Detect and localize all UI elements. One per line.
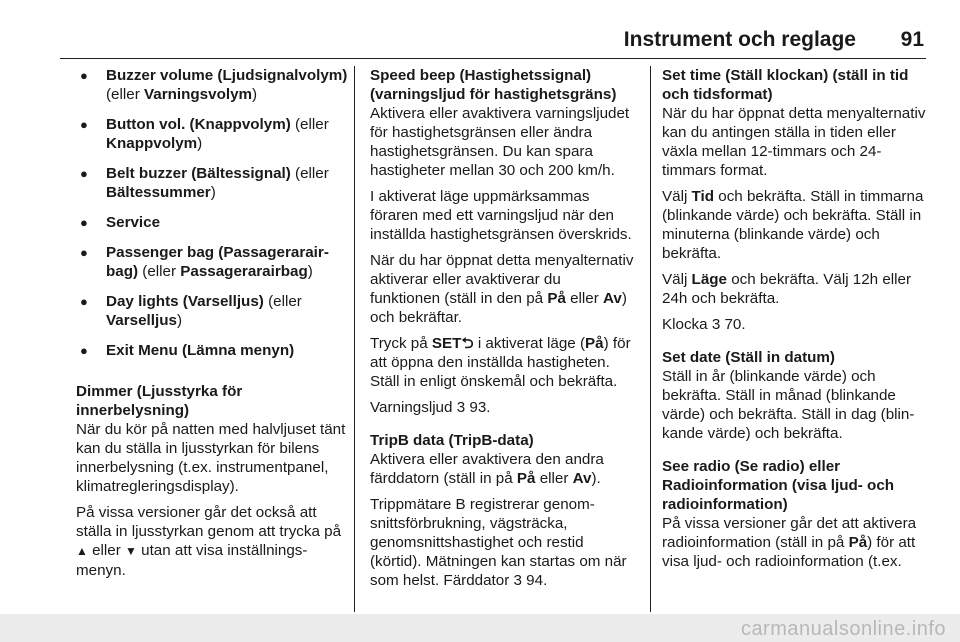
footer-bar xyxy=(0,614,960,642)
speed-beep-paragraph-4: Tryck på SET⮌ i aktiverat läge (På) för att öppna den inställda hastigheten. Ställ in enligt önskemål och bekräfta. xyxy=(370,335,631,390)
dimmer-paragraph-2: På vissa versioner går det också att ställa in ljusstyrkan genom att trycka på ▲ eller ▼ utan att visa inställningsmenyn. xyxy=(76,504,342,579)
page-ref-icon: 3 xyxy=(513,572,522,589)
tripb-paragraph: Aktivera eller avaktivera den andra färddatorn (ställ in på På eller Av). xyxy=(370,451,604,487)
list-item: ● Exit Menu (Lämna menyn) xyxy=(76,341,350,360)
list-item: ● Buzzer volume (Ljudsignalvolym) (eller Varningsvolym) xyxy=(76,66,350,104)
list-item: ● Service xyxy=(76,213,350,232)
column-2 xyxy=(370,66,634,597)
set-date-heading: Set date (Ställ in datum) xyxy=(662,349,835,366)
set-time-reference: Klocka 3 70. xyxy=(662,316,746,333)
down-arrow-icon: ▼ xyxy=(125,544,137,558)
speed-beep-paragraph: Aktivera eller avaktivera varningsljudet för hastighetsgränsen eller ändra hastighetsgränsen. Du kan spara hastigheter mellan 30 och 200 km/h. xyxy=(370,105,630,179)
list-item: ● Button vol. (Knappvolym) (eller Knappvolym) xyxy=(76,115,350,153)
list-item: ● Day lights (Varselljus) (eller Varselljus) xyxy=(76,292,350,330)
tripb-heading: TripB data (TripB-data) xyxy=(370,432,534,449)
set-time-paragraph-2: Välj Tid och bekräfta. Ställ in timmarna (blinkande värde) och bekräfta. Ställ in minuterna (blinkande värde) och bekräfta. xyxy=(662,188,924,262)
see-radio-paragraph: På vissa versioner går det att aktivera radioinformation (ställ in på På) för att visa ljud- och radioinformation (t.ex. xyxy=(662,515,917,570)
column-divider xyxy=(650,66,651,612)
list-item: ● Passenger bag (Passagerarairbag) (eller Passagerarairbag) xyxy=(76,243,350,281)
speed-beep-paragraph-3: När du har öppnat detta menyalternativ aktiverar eller avaktiverar du funktionen (ställ in den på På eller Av) och bekräftar. xyxy=(370,252,634,326)
menu-options-list xyxy=(76,66,350,360)
page-ref-icon: 3 xyxy=(456,399,466,416)
dimmer-heading: Dimmer (Ljusstyrka för innerbelysning) xyxy=(76,383,243,419)
tripb-paragraph-2: Trippmätare B registrerar genomsnittsförbrukning, vägsträcka, genomsnittshastighet och restid (körtid). Mätningen kan startas om när som helst. Färddator 3 94. xyxy=(370,496,627,589)
see-radio-heading: See radio (Se radio) eller Radioinformation (visa ljud- och radioinformation) xyxy=(662,458,895,513)
dimmer-paragraph: När du kör på natten med halvljuset tänt kan du ställa in ljusstyrkan för bilens innerbelysning (t.ex. instrumentpanel, klimatregleringsdisplay). xyxy=(76,421,346,495)
list-item: ● Belt buzzer (Bältessignal) (eller Bältessummer) xyxy=(76,164,350,202)
up-arrow-icon: ▲ xyxy=(76,544,88,558)
set-time-paragraph-3: Välj Läge och bekräfta. Välj 12h eller 24h och bekräfta. xyxy=(662,271,912,307)
set-date-paragraph: Ställ in år (blinkande värde) och bekräfta. Ställ in månad (blinkande värde) och bekräfta. Ställ in dag (blinkande värde) och bekräfta. xyxy=(662,368,915,442)
speed-beep-reference: Varningsljud 3 93. xyxy=(370,399,491,416)
watermark: carmanualsonline.info xyxy=(740,618,946,640)
page-number: 91 xyxy=(900,28,924,51)
page-title: Instrument och reglage xyxy=(623,28,856,51)
column-3 xyxy=(662,66,928,578)
set-time-paragraph: När du har öppnat detta menyalternativ kan du antingen ställa in tiden eller växla mellan 12-timmars och 24-timmars format. xyxy=(662,105,926,179)
set-time-heading: Set time (Ställ klockan) (ställ in tid och tidsformat) xyxy=(662,67,909,103)
page-header xyxy=(60,26,926,59)
speed-beep-heading: Speed beep (Hastighetssignal) (varningsljud för hastighetsgräns) xyxy=(370,67,617,103)
column-divider xyxy=(354,66,355,612)
page-ref-icon: 3 xyxy=(711,316,721,333)
column-1 xyxy=(76,66,350,587)
speed-beep-paragraph-2: I aktiverat läge uppmärksammas föraren med ett varningsljud när den inställda hastighetsgränsen överskrids. xyxy=(370,188,632,243)
return-arrow-icon: ⮌ xyxy=(461,335,474,352)
